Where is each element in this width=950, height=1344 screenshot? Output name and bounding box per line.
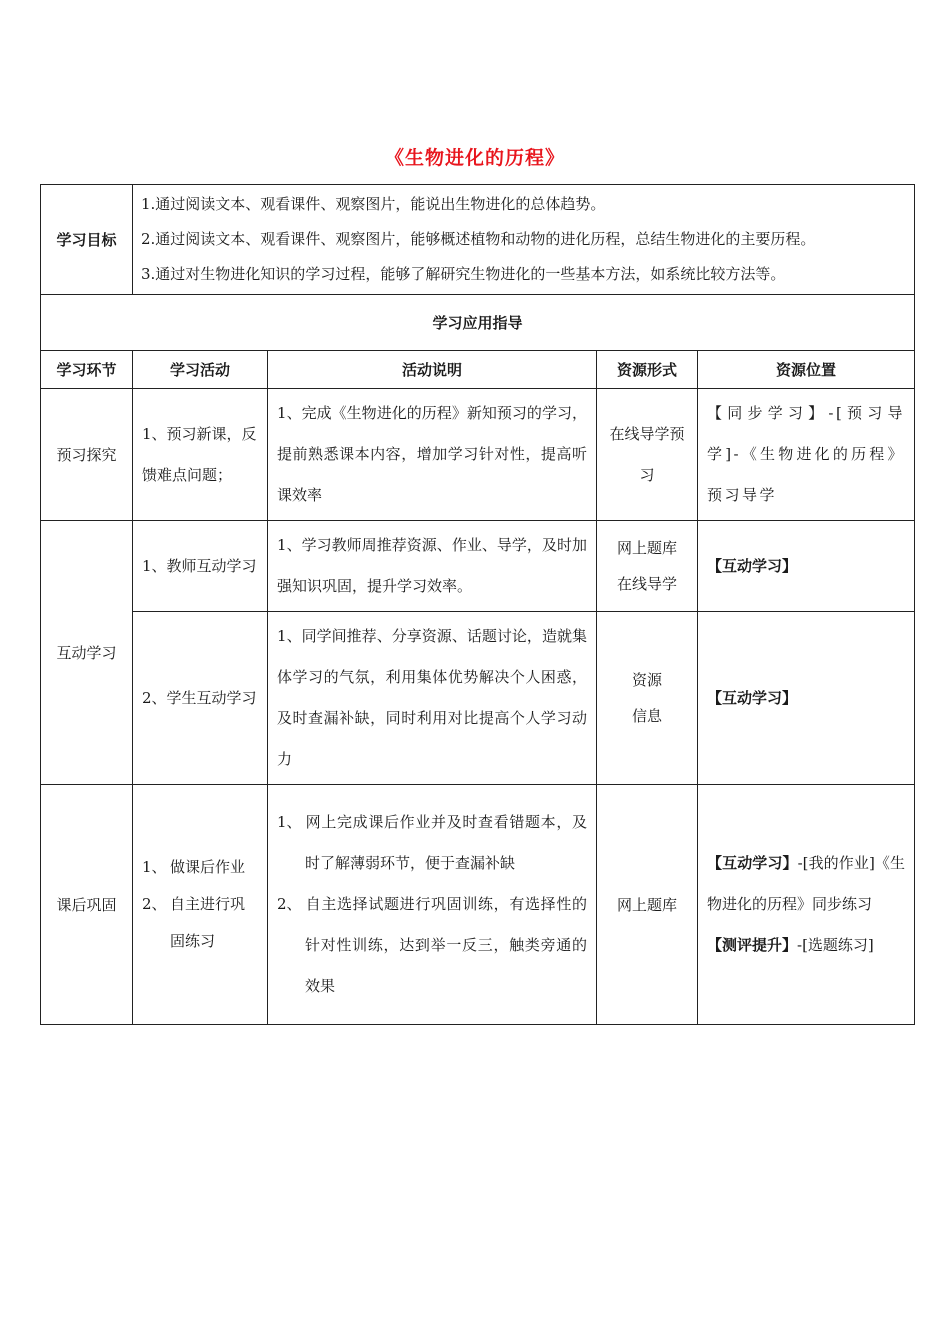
goal-item: 3.通过对生物进化知识的学习过程，能够了解研究生物进化的一些基本方法，如系统比较方法等。 <box>141 265 786 283</box>
location-review <box>698 785 915 1025</box>
goals-list <box>133 185 915 295</box>
review-row <box>41 785 915 1025</box>
activity-teacher-interact: 1、教师互动学习 <box>133 521 268 612</box>
header-row <box>41 351 915 389</box>
list-item: 2、 自主选择试题进行巩固训练，有选择性的针对性训练，达到举一反三，触类旁通的效果 <box>277 895 587 995</box>
goal-item: 1.通过阅读文本、观看课件、观察图片，能说出生物进化的总体趋势。 <box>141 195 606 213</box>
activity-student-interact: 2、学生互动学习 <box>133 612 268 785</box>
interact-row-b <box>41 612 915 785</box>
location-path: -[选题练习] <box>797 936 874 954</box>
form-line: 在线导学 <box>616 575 677 593</box>
location-teacher-interact: 【互动学习】 <box>698 521 915 612</box>
location-path: -[我的作业]《生物进化的历程》同步练习 <box>707 854 906 913</box>
interact-row-a <box>41 521 915 612</box>
location-preview: 【同步学习】-[预习导学]-《生物进化的历程》预习导学 <box>698 389 915 521</box>
location-student-interact: 【互动学习】 <box>698 612 915 785</box>
desc-teacher-interact: 1、学习教师周推荐资源、作业、导学，及时加强知识巩固，提升学习效率。 <box>268 521 597 612</box>
header-activity: 学习活动 <box>133 351 268 389</box>
list-item: 1、 网上完成课后作业并及时查看错题本，及时了解薄弱环节，便于查漏补缺 <box>277 813 587 872</box>
guide-title: 学习应用指导 <box>41 295 915 351</box>
preview-row <box>41 389 915 521</box>
form-student-interact <box>597 612 698 785</box>
goals-row <box>41 185 915 295</box>
form-review: 网上题库 <box>597 785 698 1025</box>
form-teacher-interact <box>597 521 698 612</box>
location-section: 【测评提升】 <box>707 936 798 954</box>
header-resource-form: 资源形式 <box>597 351 698 389</box>
list-item: 1、 做课后作业 <box>142 858 246 876</box>
header-resource-location: 资源位置 <box>698 351 915 389</box>
form-line: 资源 <box>631 671 662 689</box>
list-item: 2、 自主进行巩固练习 <box>142 895 246 950</box>
document-title: 《生物进化的历程》 <box>384 147 565 169</box>
activity-review <box>133 785 268 1025</box>
form-preview: 在线导学预习 <box>597 389 698 521</box>
activity-preview: 1、预习新课，反馈难点问题； <box>133 389 268 521</box>
stage-interact: 互动学习 <box>41 521 133 785</box>
goals-label: 学习目标 <box>41 185 133 295</box>
stage-review: 课后巩固 <box>41 785 133 1025</box>
goal-item: 2.通过阅读文本、观看课件、观察图片，能够概述植物和动物的进化历程，总结生物进化的主要历程。 <box>141 230 816 248</box>
guide-title-row <box>41 295 915 351</box>
header-description: 活动说明 <box>268 351 597 389</box>
desc-preview: 1、完成《生物进化的历程》新知预习的学习，提前熟悉课本内容，增加学习针对性，提高听课效率 <box>268 389 597 521</box>
guide-table <box>40 184 915 1025</box>
form-line: 信息 <box>631 707 662 725</box>
desc-review <box>268 785 597 1025</box>
header-stage: 学习环节 <box>41 351 133 389</box>
location-section: 【互动学习】 <box>707 854 798 872</box>
stage-preview: 预习探究 <box>41 389 133 521</box>
desc-student-interact: 1、同学间推荐、分享资源、话题讨论，造就集体学习的气氛，利用集体优势解决个人困惑，及时查漏补缺，同时利用对比提高个人学习动力 <box>268 612 597 785</box>
form-line: 网上题库 <box>616 539 677 557</box>
